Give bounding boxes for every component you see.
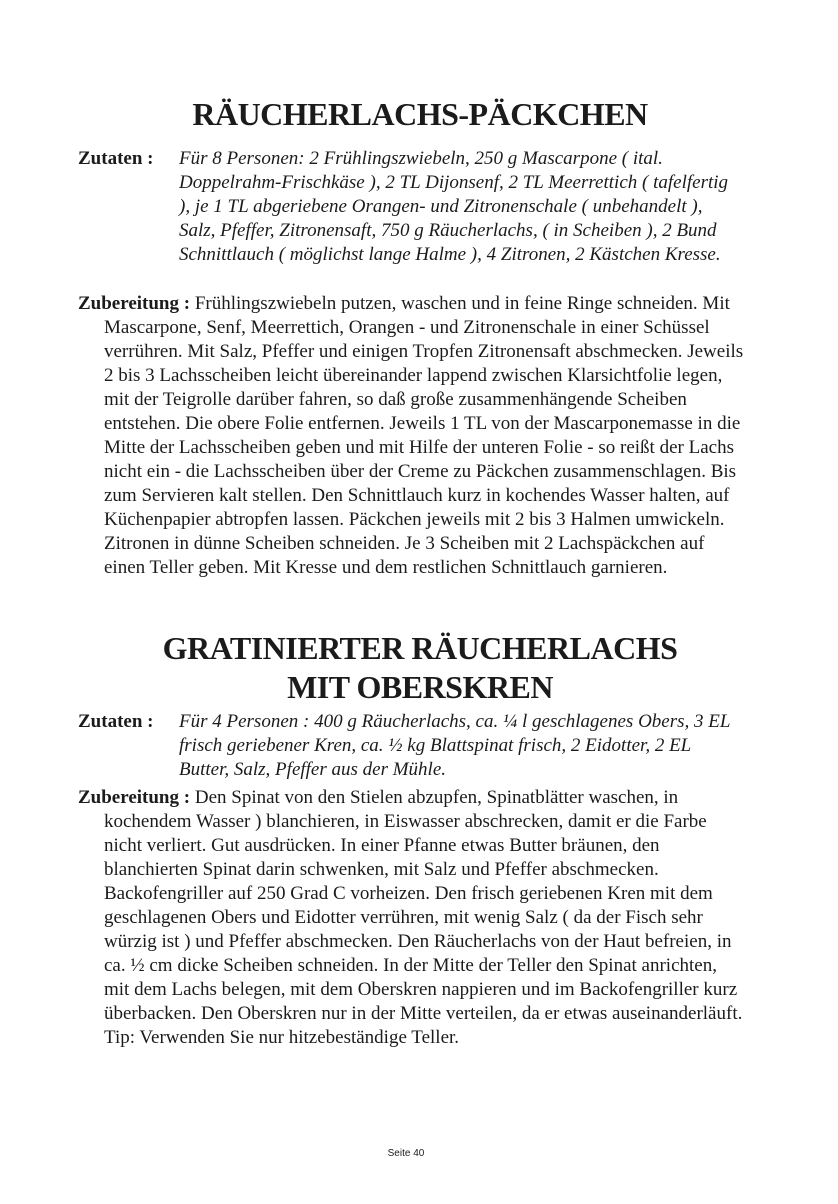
page-number: Seite 40: [387, 1148, 425, 1159]
recipe-title-raeucherlachs-paeckchen: RÄUCHERLACHS-PÄCKCHEN: [192, 96, 648, 132]
preparation-paragraph: [78, 786, 744, 1050]
ingredients-text: Für 8 Personen: 2 Frühlingszwiebeln, 250 g Mascarpone ( ital. Doppelrahm-Frischkäse ), 2 TL Dijonsenf, 2 TL Meerrettich ( tafelfertig ), je 1 TL abgeriebene Orangen- und Zitronenschale ( unbehandelt ), Salz, Pfeffer, Zitronensaft, 750 g Räucherlachs, ( in Scheiben ), 2 Bund Schnittlauch ( möglichst lange Halme ), 4 Zitronen, 2 Kästchen Kresse.: [179, 148, 729, 265]
ingredients-label: Zutaten :: [78, 711, 154, 732]
preparation-text: Den Spinat von den Stielen abzupfen, Spinatblätter waschen, in kochendem Wasser ) blanchieren, in Eiswasser abschrecken, damit er die Farbe nicht verliert. Gut ausdrücken. In einer Pfanne etwas Butter bräunen, den blanchierten Spinat darin schwenken, mit Salz und Pfeffer abschmecken. Backofengriller auf 250 Grad C vorheizen. Den frisch geriebenen Kren mit dem geschlagenen Obers und Eidotter verrühren, mit wenig Salz ( da der Fisch sehr würzig ist ) und Pfeffer abschmecken. Den Räucherlachs von der Haut befreien, in ca. ½ cm dicke Scheiben schneiden. In der Mitte der Teller den Spinat anrichten, mit dem Lachs belegen, mit dem Oberskren nappieren und im Backofengriller kurz überbacken. Den Oberskren nur in der Mitte verteilen, da er etwas auseinanderläuft. Tip: Verwenden Sie nur hitzebeständige Teller.: [104, 787, 743, 1048]
preparation-label: Zubereitung :: [78, 293, 191, 314]
recipe-title-gratinierter-raeucherlachs: GRATINIERTER RÄUCHERLACHS MIT OBERSKREN: [162, 630, 678, 705]
ingredients-text: Für 4 Personen : 400 g Räucherlachs, ca. ¼ l geschlagenes Obers, 3 EL frisch geriebener Kren, ca. ½ kg Blattspinat frisch, 2 Eidotter, 2 EL Butter, Salz, Pfeffer aus der Mühle.: [179, 711, 731, 780]
preparation-text: Frühlingszwiebeln putzen, waschen und in feine Ringe schneiden. Mit Mascarpone, Senf, Meerrettich, Orangen - und Zitronenschale in einer Schüssel verrühren. Mit Salz, Pfeffer und einigen Tropfen Zitronensaft abschmecken. Jeweils 2 bis 3 Lachsscheiben leicht übereinander lappend zwischen Klarsichtfolie legen, mit der Teigrolle darüber fahren, so daß große zusammenhängende Scheiben entstehen. Die obere Folie entfernen. Jeweils 1 TL von der Mascarponemasse in die Mitte der Lachsscheiben geben und mit Hilfe der unteren Folie - so reißt der Lachs nicht ein - die Lachsscheiben über der Creme zu Päckchen zusammenschlagen. Bis zum Servieren kalt stellen. Den Schnittlauch kurz in kochendes Wasser halten, auf Küchenpapier abtropfen lassen. Päckchen jeweils mit 2 bis 3 Halmen umwickeln. Zitronen in dünne Scheiben schneiden. Je 3 Scheiben mit 2 Lachspäckchen auf einen Teller geben. Mit Kresse und dem restlichen Schnittlauch garnieren.: [104, 293, 744, 578]
preparation-label: Zubereitung :: [78, 787, 191, 808]
ingredients-label: Zutaten :: [78, 148, 154, 169]
preparation-paragraph: [78, 292, 744, 580]
